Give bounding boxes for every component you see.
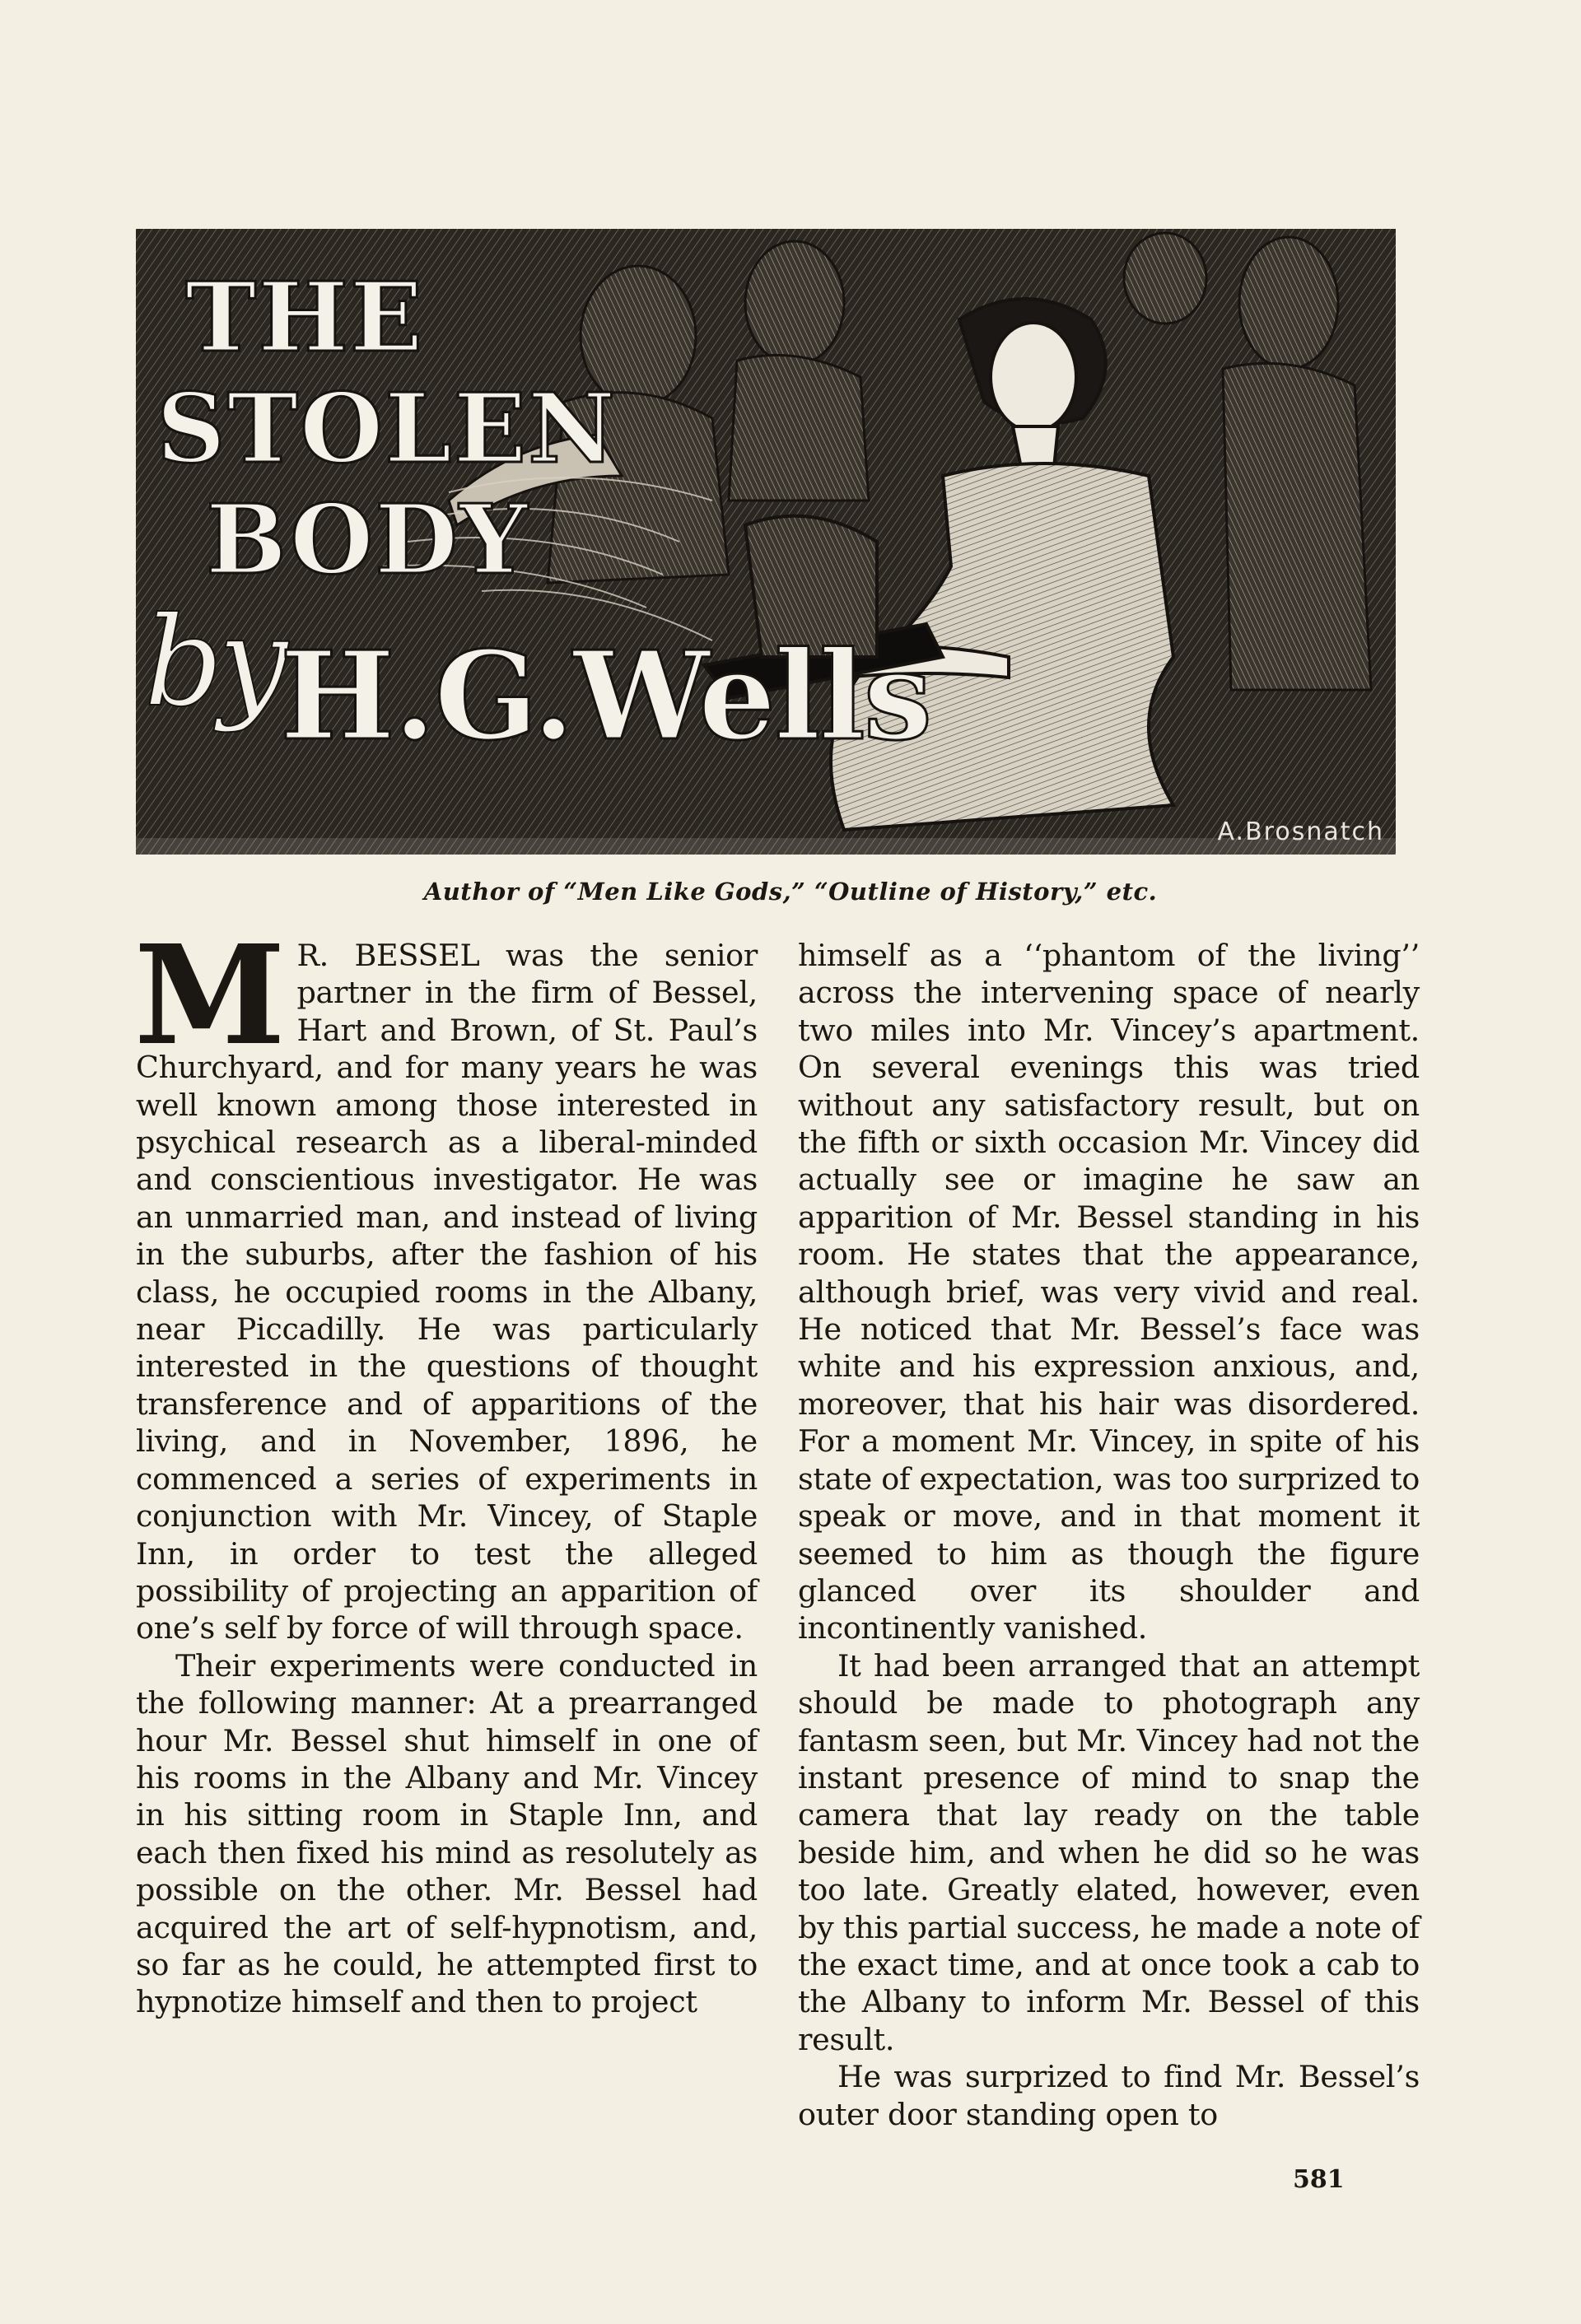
author-credits: Author of “Men Like Gods,” “Outline of History,” etc.: [423, 878, 1158, 906]
byline-author: H.G.Wells: [280, 624, 931, 767]
byline-by: by: [144, 591, 283, 734]
title-illustration: [136, 229, 1396, 855]
paragraph-text: R. BESSEL was the senior partner in the firm of Bessel, Hart and Brown, of St. Paul’s Churchyard, and for many years he was well known among those interested in psychical research as a liberal-minded and conscientious investigator. He was an unmarried man, and instead of living in the suburbs, after the fashion of his class, he occupied rooms in the Albany, near Piccadilly. He was particularly interested in the questions of thought transference and of apparitions of the living, and in November, 1896, he commenced a series of experiments in conjunction with Mr. Vincey, of Staple Inn, in order to test the alleged possibility of projecting an apparition of one’s self by force of will through space.: [136, 938, 758, 1646]
paragraph: himself as a ‘‘phantom of the living’’ across the intervening space of nearly two miles into Mr. Vincey’s apartment. On several evenings this was tried without any satisfactory result, but on the fifth or sixth occasion Mr. Vincey did actually see or imagine he saw an apparition of Mr. Bessel standing in his room. He states that the appearance, although brief, was very vivid and real. He noticed that Mr. Bessel’s face was white and his expression anxious, and, moreover, that his hair was disordered. For a moment Mr. Vincey, in spite of his state of expectation, was too surprized to speak or move, and in that moment it seemed to him as though the figure glanced over its shoulder and incontinently vanished.: [798, 938, 1420, 1646]
title-line-the: THE: [185, 262, 425, 374]
title-line-stolen: STOLEN: [156, 373, 618, 485]
title-line-body: BODY: [206, 484, 529, 596]
paragraph: [134, 915, 758, 1647]
title-lettering: [136, 229, 1396, 855]
text-column-left: [134, 915, 758, 2021]
paragraph: He was surprized to find Mr. Bessel’s outer door standing open to: [798, 2059, 1420, 2132]
drop-cap: M: [134, 915, 286, 1076]
page-number: 581: [1293, 2165, 1345, 2194]
paragraph: It had been arranged that an attempt should be made to photograph any fantasm seen, but Mr. Vincey had not the instant presence of mind to snap the camera that lay ready on the table beside him, and when he did so he was too late. Greatly elated, however, even by this partial success, he made a note of the exact time, and at once took a cab to the Albany to inform Mr. Bessel of this result.: [798, 1647, 1420, 2057]
paragraph: Their experiments were conducted in the following manner: At a prearranged hour Mr. Bessel shut himself in one of his rooms in the Albany and Mr. Vincey in his sitting room in Staple Inn, and each then fixed his mind as resolutely as possible on the other. Mr. Bessel had acquired the art of self-hypnotism, and, so far as he could, he attempted first to hypnotize himself and then to project: [136, 1647, 758, 2020]
text-column-right: [798, 937, 1420, 2133]
illustrator-signature: A.Brosnatch: [1217, 817, 1384, 846]
